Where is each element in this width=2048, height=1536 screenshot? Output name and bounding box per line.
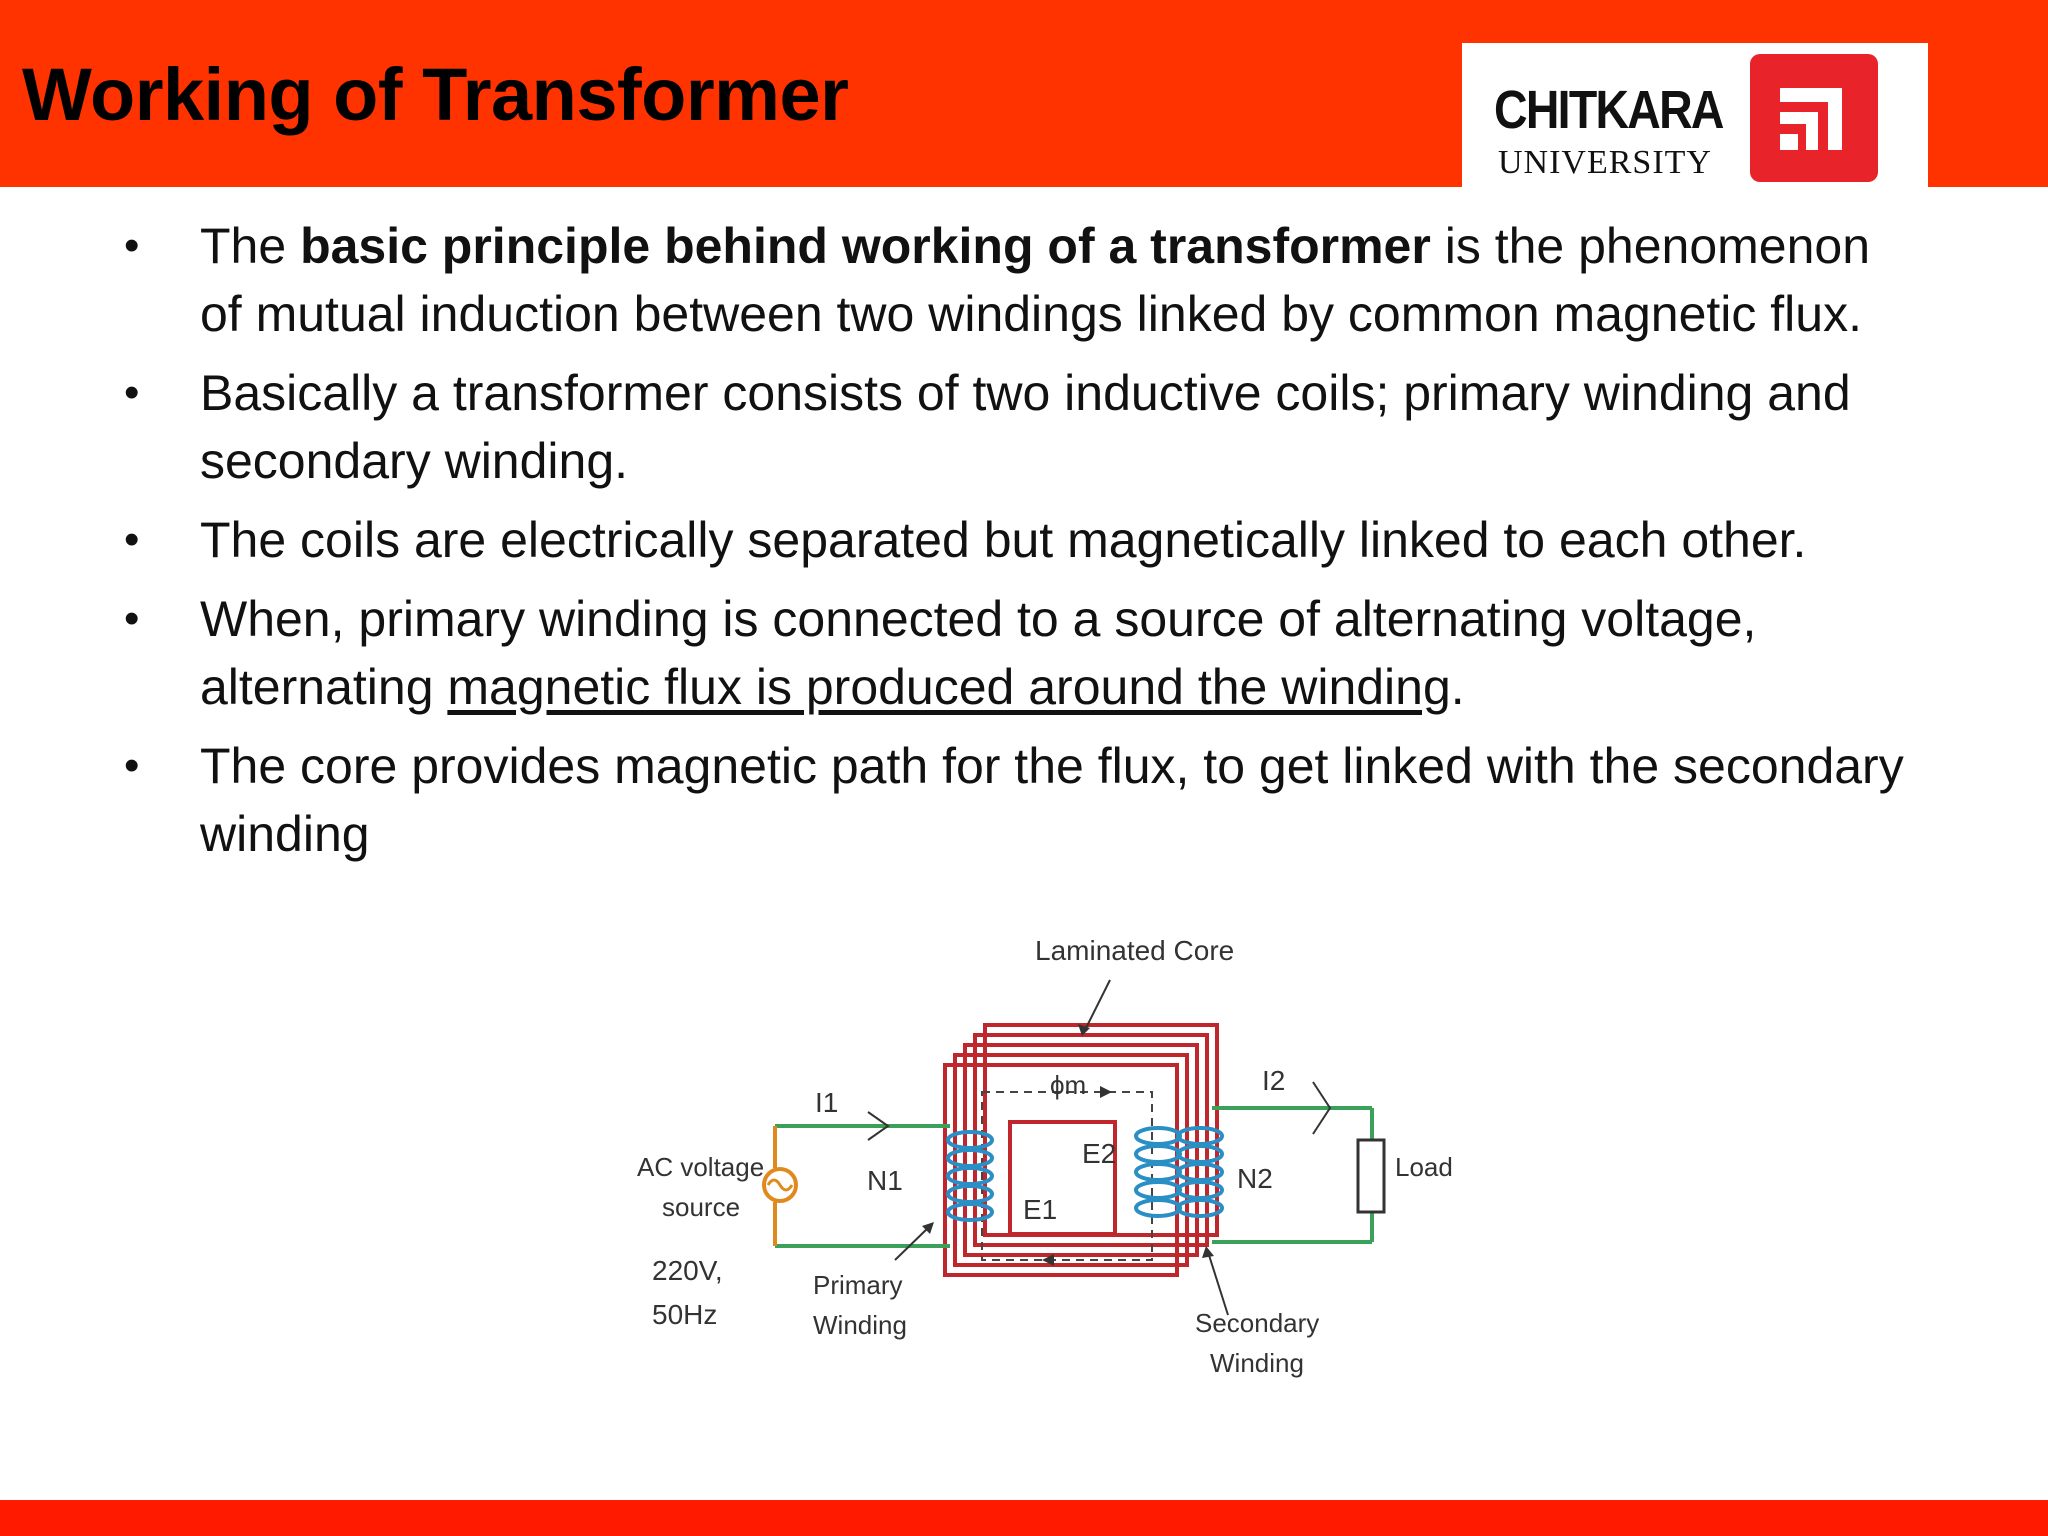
load-label: Load: [1395, 1152, 1453, 1182]
slide-title: Working of Transformer: [22, 53, 849, 136]
bullet-marker: •: [124, 594, 140, 643]
bullet-item: [120, 359, 1920, 495]
bullet-list: [120, 212, 1920, 879]
transformer-diagram: [630, 930, 1460, 1400]
bullet-text-post: .: [1450, 659, 1465, 715]
current-arrows: [868, 1082, 1330, 1140]
logo-subtitle: UNIVERSITY: [1498, 144, 1712, 181]
logo-wordmark: CHITKARA: [1494, 80, 1723, 140]
source-symbol: [768, 1180, 792, 1190]
i1-label: I1: [815, 1087, 839, 1118]
bullet-item: [120, 732, 1920, 868]
secondary-pointer-tip: [1202, 1246, 1214, 1258]
university-logo: [1462, 43, 1928, 187]
primary-circuit: [775, 1108, 1372, 1246]
bullet-text: The coils are electrically separated but magnetically linked to each other.: [200, 512, 1807, 568]
n2-label: N2: [1237, 1163, 1273, 1194]
bullet-item: [120, 212, 1920, 348]
bullet-marker: •: [124, 515, 140, 564]
primary-label-2: Winding: [813, 1310, 907, 1340]
bullet-text-pre: When, primary winding is connected to a source of alternating voltage, alternating: [200, 591, 1757, 715]
bullet-marker: •: [124, 741, 140, 790]
core-label: Laminated Core: [1035, 935, 1235, 966]
secondary-label-1: Secondary: [1195, 1308, 1320, 1338]
bullet-item: [120, 506, 1920, 574]
i2-label: I2: [1262, 1065, 1286, 1096]
bullet-text: Basically a transformer consists of two inductive coils; primary winding and secondary winding.: [200, 365, 1851, 489]
bullet-text-underlined: magnetic flux is produced around the winding: [447, 659, 1451, 715]
bullet-text-pre: The: [200, 218, 301, 274]
bullet-marker: •: [124, 221, 140, 270]
e1-label: E1: [1023, 1194, 1058, 1225]
flux-arrow-top: [1100, 1086, 1112, 1098]
rating-label-1: 220V,: [652, 1255, 723, 1286]
header-bar: [0, 0, 2048, 187]
n1-label: N1: [867, 1165, 903, 1196]
primary-label-1: Primary: [813, 1270, 903, 1300]
bullet-text: The core provides magnetic path for the flux, to get linked with the secondary winding: [200, 738, 1904, 862]
bullet-marker: •: [124, 368, 140, 417]
secondary-label-2: Winding: [1210, 1348, 1304, 1378]
source-label-2: source: [662, 1192, 741, 1222]
rating-label-2: 50Hz: [652, 1299, 718, 1330]
logo-mark-icon: [1750, 54, 1878, 182]
bullet-text-bold: basic principle behind working of a transformer: [300, 218, 1431, 274]
flux-label: ϕm: [1050, 1070, 1087, 1100]
load-resistor: [1358, 1140, 1384, 1212]
source-label-1: AC voltage: [637, 1152, 765, 1182]
footer-bar: [0, 1500, 2048, 1536]
bullet-item: [120, 585, 1920, 721]
bullet-text-post: is the phenomenon of mutual induction between two windings linked by common magnetic flux.: [200, 218, 1871, 342]
e2-label: E2: [1082, 1138, 1117, 1169]
